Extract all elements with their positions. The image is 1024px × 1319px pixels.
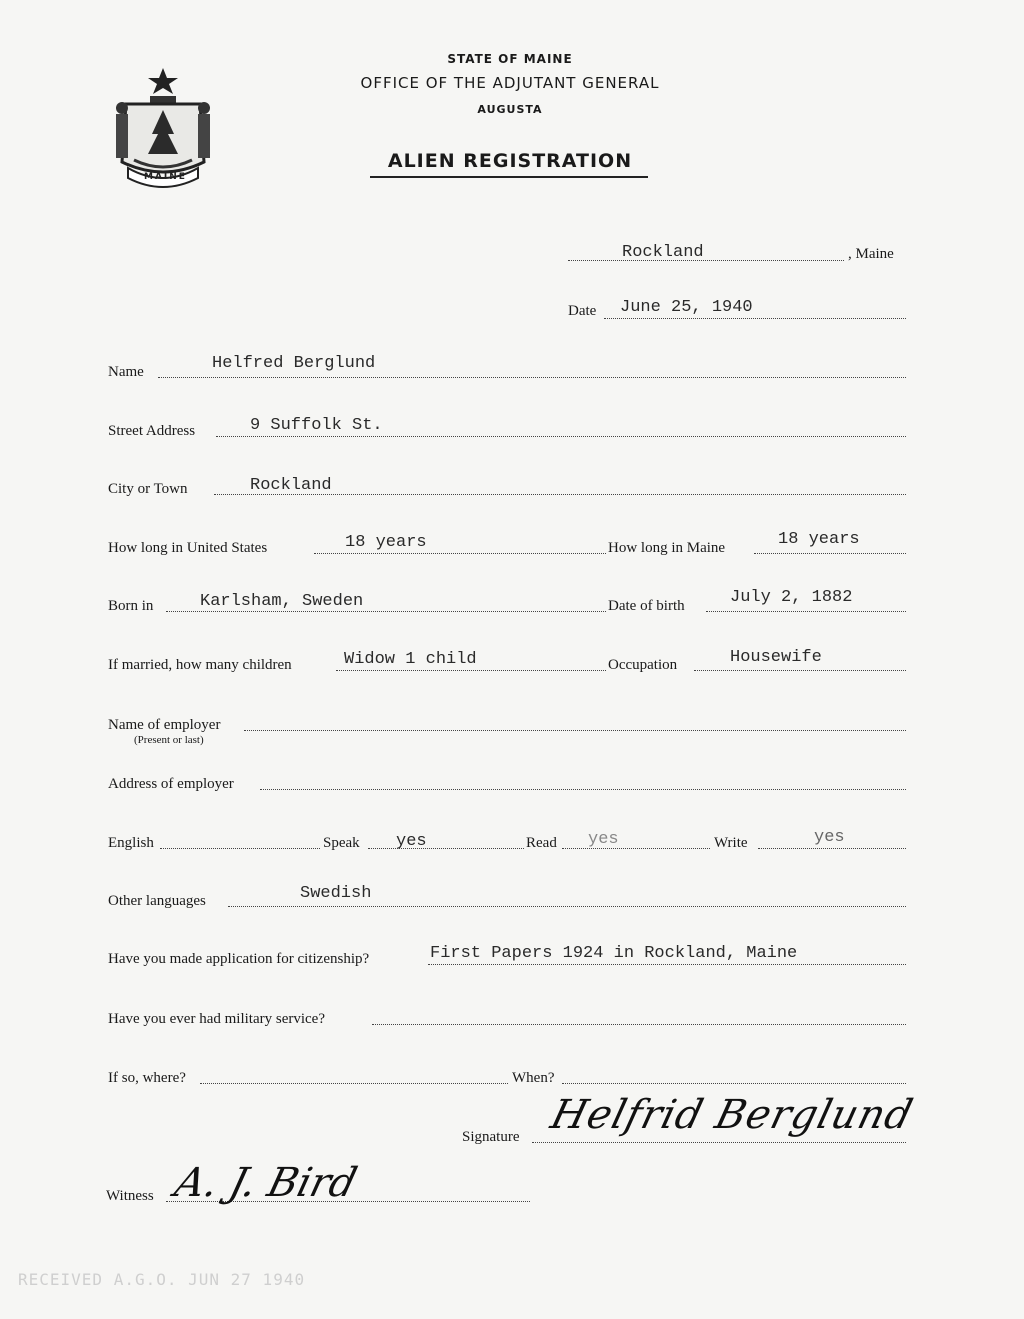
employer-address-label: Address of employer (108, 776, 234, 792)
write-line (758, 848, 906, 849)
city-label: City or Town (108, 481, 188, 497)
header-state: STATE OF MAINE (447, 52, 573, 66)
military-label: Have you ever had military service? (108, 1011, 325, 1027)
title-underline (370, 176, 648, 178)
name-label: Name (108, 364, 144, 380)
children-label: If married, how many children (108, 657, 292, 673)
where-label: If so, where? (108, 1070, 186, 1086)
dob-value: July 2, 1882 (730, 588, 853, 607)
place-line (568, 260, 844, 261)
where-line (200, 1083, 508, 1084)
place-value: Rockland (622, 243, 704, 262)
header-city: AUGUSTA (477, 103, 543, 116)
born-label: Born in (108, 598, 154, 614)
write-value: yes (814, 828, 845, 847)
other-languages-value: Swedish (300, 884, 372, 903)
signature-line (532, 1142, 906, 1143)
speak-label: Speak (323, 835, 360, 851)
us-time-value: 18 years (345, 533, 427, 552)
citizenship-line (428, 964, 906, 965)
read-value: yes (588, 830, 619, 849)
dob-label: Date of birth (608, 598, 685, 614)
us-time-line (314, 553, 606, 554)
when-label: When? (512, 1070, 555, 1086)
born-line (166, 611, 606, 612)
dob-line (706, 611, 906, 612)
other-languages-label: Other languages (108, 893, 206, 909)
street-value: 9 Suffolk St. (250, 416, 383, 435)
employer-label: Name of employer (108, 717, 221, 733)
speak-value: yes (396, 832, 427, 851)
employer-sublabel: (Present or last) (134, 734, 204, 746)
us-time-label: How long in United States (108, 540, 268, 556)
write-label: Write (714, 835, 748, 851)
name-value: Helfred Berglund (212, 354, 376, 373)
name-line (158, 377, 906, 378)
read-line (562, 848, 710, 849)
witness-label: Witness (106, 1188, 154, 1204)
state-seal (108, 64, 218, 194)
other-languages-line (228, 906, 906, 907)
english-label: English (108, 835, 154, 851)
citizenship-value: First Papers 1924 in Rockland, Maine (430, 944, 798, 963)
maine-time-value: 18 years (778, 530, 860, 549)
when-line (562, 1083, 906, 1084)
military-line (372, 1024, 906, 1025)
occupation-line (694, 670, 906, 671)
witness-handwriting: A. J. Bird (170, 1160, 362, 1206)
born-value: Karlsham, Sweden (200, 592, 364, 611)
street-line (216, 436, 906, 437)
children-line (336, 670, 606, 671)
form-title: ALIEN REGISTRATION (387, 150, 633, 172)
date-value: June 25, 1940 (620, 298, 753, 317)
occupation-value: Housewife (730, 648, 822, 667)
signature-label: Signature (462, 1129, 520, 1145)
signature-handwriting: Helfrid Berglund (546, 1092, 918, 1138)
english-line (160, 848, 320, 849)
street-label: Street Address (108, 423, 196, 439)
maine-time-line (754, 553, 906, 554)
place-suffix: , Maine (848, 246, 894, 262)
seal-motto: MAINE (144, 172, 187, 182)
date-label: Date (568, 303, 597, 319)
employer-line (244, 730, 906, 731)
city-value: Rockland (250, 476, 332, 495)
occupation-label: Occupation (608, 657, 678, 673)
children-value: Widow 1 child (344, 650, 477, 669)
date-line (604, 318, 906, 319)
read-label: Read (526, 835, 557, 851)
citizenship-label: Have you made application for citizenship? (108, 951, 370, 967)
header-office: OFFICE OF THE ADJUTANT GENERAL (360, 74, 660, 92)
maine-time-label: How long in Maine (608, 540, 726, 556)
employer-address-line (260, 789, 906, 790)
received-stamp: RECEIVED A.G.O. JUN 27 1940 (18, 1270, 306, 1289)
speak-line (368, 848, 524, 849)
